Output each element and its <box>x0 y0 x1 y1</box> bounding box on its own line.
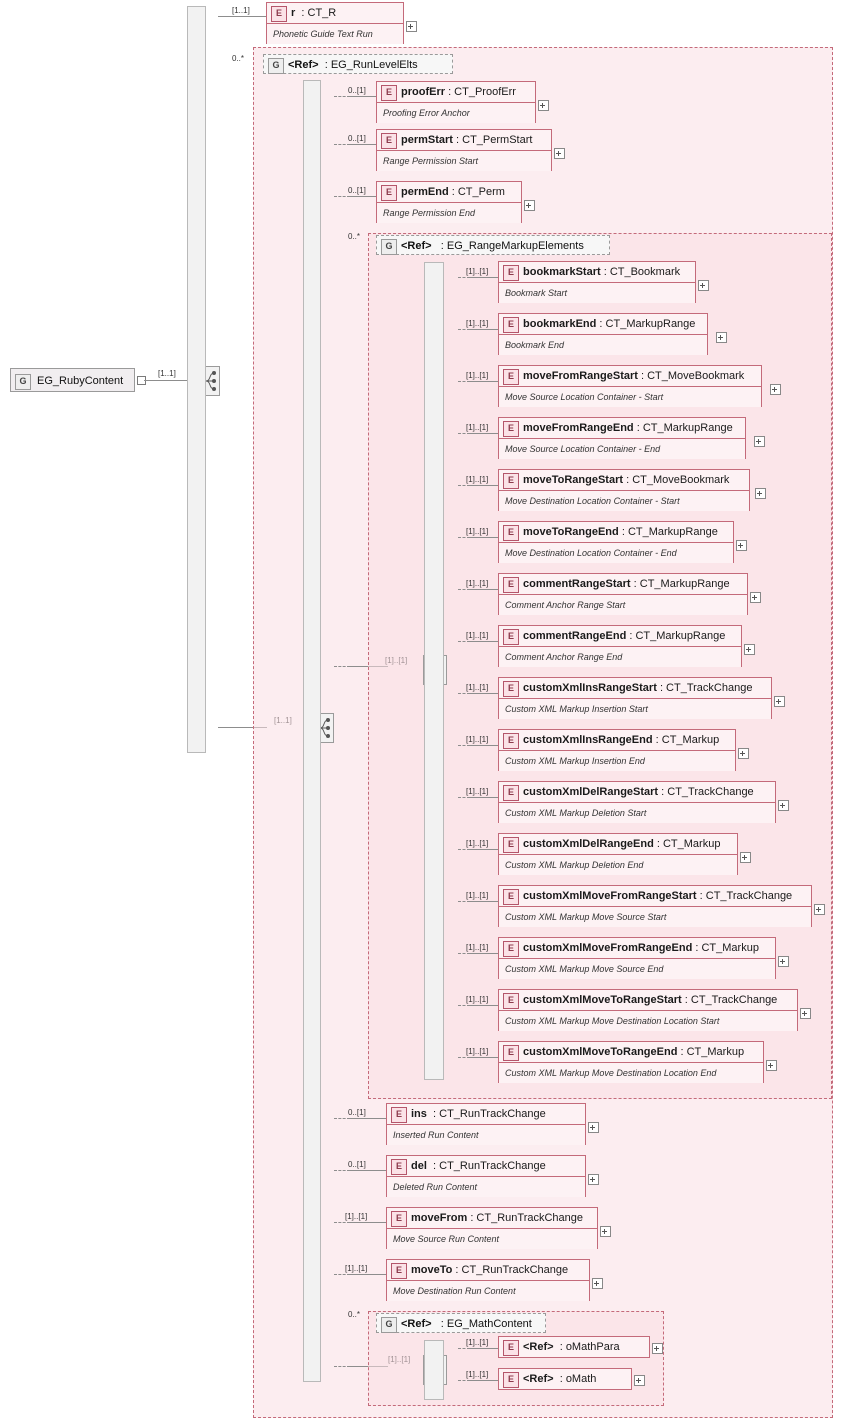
connector <box>458 1005 470 1006</box>
cardinality-customXmlMoveFromRangeEnd: [1]..[1] <box>466 943 489 952</box>
connector <box>470 693 498 694</box>
root-rail <box>187 6 206 753</box>
expander-commentRangeStart[interactable] <box>750 592 761 603</box>
element-commentRangeStart-desc: Comment Anchor Range Start <box>499 594 747 615</box>
element-icon: E <box>503 785 519 801</box>
cardinality-oMathPara: [1]..[1] <box>466 1338 489 1347</box>
connector <box>334 666 350 667</box>
connector <box>458 693 470 694</box>
connector <box>470 849 498 850</box>
element-customXmlDelRangeStart[interactable] <box>498 781 776 823</box>
element-del[interactable] <box>386 1155 586 1197</box>
element-bookmarkStart[interactable] <box>498 261 696 303</box>
element-icon: E <box>503 265 519 281</box>
connector <box>350 144 376 145</box>
element-icon: E <box>391 1107 407 1123</box>
math-rail <box>424 1340 444 1400</box>
connector <box>350 196 376 197</box>
connector <box>350 1222 386 1223</box>
cardinality-customXmlMoveToRangeStart: [1]..[1] <box>466 995 489 1004</box>
element-moveToRangeStart[interactable] <box>498 469 750 511</box>
connector <box>470 537 498 538</box>
element-commentRangeStart-name: commentRangeStart <box>523 578 631 590</box>
cardinality-oMath: [1]..[1] <box>466 1370 489 1379</box>
element-icon: E <box>381 85 397 101</box>
element-moveTo[interactable] <box>386 1259 590 1301</box>
element-moveToRangeStart-name: moveToRangeStart <box>523 474 624 486</box>
connector <box>458 641 470 642</box>
connector <box>458 1348 470 1349</box>
cardinality-permEnd: 0..[1] <box>348 186 366 195</box>
element-commentRangeEnd-type: : CT_MarkupRange <box>629 630 726 642</box>
group-ref-type: : EG_MathContent <box>440 1318 532 1330</box>
connector <box>470 485 498 486</box>
element-commentRangeStart[interactable] <box>498 573 748 615</box>
element-moveToRangeStart-type: : CT_MoveBookmark <box>626 474 730 486</box>
group-ref-label: <Ref> <box>401 1318 432 1330</box>
element-del-type: : CT_RunTrackChange <box>433 1160 546 1172</box>
element-customXmlMoveFromRangeEnd-type: : CT_Markup <box>695 942 759 954</box>
connector <box>458 485 470 486</box>
connector <box>350 1118 386 1119</box>
element-icon: E <box>503 993 519 1009</box>
expander-ins[interactable] <box>588 1122 599 1133</box>
element-customXmlInsRangeEnd[interactable] <box>498 729 736 771</box>
element-moveFrom-type: : CT_RunTrackChange <box>470 1212 584 1224</box>
connector <box>350 96 376 97</box>
cardinality-moveToRangeEnd: [1]..[1] <box>466 527 489 536</box>
element-customXmlDelRangeEnd-type: : CT_Markup <box>656 838 721 850</box>
element-customXmlMoveToRangeEnd[interactable] <box>498 1041 764 1083</box>
element-moveToRangeEnd[interactable] <box>498 521 734 563</box>
expander-moveToRangeStart[interactable] <box>755 488 766 499</box>
element-bookmarkStart-name: bookmarkStart <box>523 266 601 278</box>
cardinality-customXmlInsRangeStart: [1]..[1] <box>466 683 489 692</box>
connector <box>334 1118 350 1119</box>
element-moveTo-name: moveTo <box>411 1264 453 1276</box>
element-customXmlMoveFromRangeEnd-name: customXmlMoveFromRangeEnd <box>523 942 693 954</box>
cardinality-proofErr: 0..[1] <box>348 86 366 95</box>
element-icon: E <box>381 185 397 201</box>
expander-r[interactable] <box>406 21 417 32</box>
connector <box>458 745 470 746</box>
connector <box>334 1222 350 1223</box>
element-customXmlInsRangeStart[interactable] <box>498 677 772 719</box>
element-customXmlDelRangeEnd[interactable] <box>498 833 738 875</box>
cardinality-permStart: 0..[1] <box>348 134 366 143</box>
element-bookmarkStart-type: : CT_Bookmark <box>603 266 681 278</box>
expander-customXmlDelRangeStart[interactable] <box>778 800 789 811</box>
expander-moveFromRangeEnd[interactable] <box>754 436 765 447</box>
element-icon: E <box>381 133 397 149</box>
expander-permEnd[interactable] <box>524 200 535 211</box>
cardinality-customXmlDelRangeStart: [1]..[1] <box>466 787 489 796</box>
element-permStart-desc: Range Permission Start <box>377 150 551 171</box>
cardinality-runlevel: 0..* <box>232 54 245 63</box>
cardinality-ins: 0..[1] <box>348 1108 366 1117</box>
expander-customXmlMoveToRangeStart[interactable] <box>800 1008 811 1019</box>
element-r-title <box>267 3 403 23</box>
element-proofErr-type: : CT_ProofErr <box>448 86 516 98</box>
element-r[interactable] <box>266 2 404 44</box>
element-ins-desc: Inserted Run Content <box>387 1124 585 1145</box>
connector <box>458 849 470 850</box>
element-customXmlMoveToRangeStart-desc: Custom XML Markup Move Destination Location Start <box>499 1010 797 1031</box>
expander-permStart[interactable] <box>554 148 565 159</box>
expander-moveToRangeEnd[interactable] <box>736 540 747 551</box>
connector <box>218 16 266 17</box>
element-r-type: : CT_R <box>301 7 337 19</box>
connector <box>350 1274 386 1275</box>
element-permEnd-desc: Range Permission End <box>377 202 521 223</box>
element-r-name: r <box>291 7 296 19</box>
element-icon: E <box>503 629 519 645</box>
connector <box>458 433 470 434</box>
element-moveFromRangeStart[interactable] <box>498 365 762 407</box>
element-icon: E <box>503 1340 519 1356</box>
element-moveFromRangeEnd-desc: Move Source Location Container - End <box>499 438 745 459</box>
element-icon: E <box>503 837 519 853</box>
connector <box>470 901 498 902</box>
element-icon: E <box>503 317 519 333</box>
element-customXmlMoveToRangeStart-name: customXmlMoveToRangeStart <box>523 994 682 1006</box>
element-oMathPara[interactable] <box>498 1336 650 1358</box>
cardinality-moveFromRangeStart: [1]..[1] <box>466 371 489 380</box>
cardinality-customXmlInsRangeEnd: [1]..[1] <box>466 735 489 744</box>
cardinality-commentRangeStart: [1]..[1] <box>466 579 489 588</box>
cardinality-math: 0..* <box>348 1310 361 1319</box>
element-moveToRangeEnd-desc: Move Destination Location Container - End <box>499 542 733 563</box>
element-customXmlDelRangeStart-name: customXmlDelRangeStart <box>523 786 659 798</box>
expander-bookmarkStart[interactable] <box>698 280 709 291</box>
connector <box>458 901 470 902</box>
group-ref-type: : EG_RunLevelElts <box>324 59 418 71</box>
connector <box>350 1170 386 1171</box>
expander-customXmlInsRangeEnd[interactable] <box>738 748 749 759</box>
element-icon: E <box>503 421 519 437</box>
group-icon: G <box>15 374 31 390</box>
cardinality-moveFrom: [1]..[1] <box>345 1212 368 1221</box>
element-icon: E <box>503 473 519 489</box>
element-icon: E <box>503 941 519 957</box>
element-customXmlDelRangeStart-type: : CT_TrackChange <box>661 786 754 798</box>
element-customXmlInsRangeEnd-name: customXmlInsRangeEnd <box>523 734 653 746</box>
connector <box>470 329 498 330</box>
connector <box>470 745 498 746</box>
element-moveToRangeStart-desc: Move Destination Location Container - Start <box>499 490 749 511</box>
element-bookmarkEnd-desc: Bookmark End <box>499 334 707 355</box>
runlevel-rail <box>303 80 321 1382</box>
element-proofErr-name: proofErr <box>401 86 445 98</box>
element-moveTo-desc: Move Destination Run Content <box>387 1280 589 1301</box>
group-icon: G <box>268 58 284 74</box>
element-icon: E <box>503 525 519 541</box>
cardinality-del: 0..[1] <box>348 1160 366 1169</box>
cardinality-customXmlMoveToRangeEnd: [1]..[1] <box>466 1047 489 1056</box>
element-proofErr[interactable] <box>376 81 536 123</box>
cardinality-bookmarkStart: [1]..[1] <box>466 267 489 276</box>
group-ref-type: : EG_RangeMarkupElements <box>440 240 584 252</box>
element-icon: E <box>503 889 519 905</box>
connector <box>458 1380 470 1381</box>
element-customXmlInsRangeEnd-desc: Custom XML Markup Insertion End <box>499 750 735 771</box>
element-bookmarkStart-desc: Bookmark Start <box>499 282 695 303</box>
expander-customXmlMoveToRangeEnd[interactable] <box>766 1060 777 1071</box>
connector <box>334 1274 350 1275</box>
cardinality-moveToRangeStart: [1]..[1] <box>466 475 489 484</box>
connector <box>334 196 350 197</box>
element-r-desc: Phonetic Guide Text Run <box>267 23 403 44</box>
element-customXmlMoveToRangeStart-type: : CT_TrackChange <box>684 994 778 1006</box>
element-permStart[interactable] <box>376 129 552 171</box>
element-ins-name: ins <box>411 1108 427 1120</box>
element-permStart-type: : CT_PermStart <box>456 134 533 146</box>
element-icon: E <box>391 1263 407 1279</box>
element-customXmlMoveFromRangeStart-type: : CT_TrackChange <box>699 890 793 902</box>
element-customXmlInsRangeStart-desc: Custom XML Markup Insertion Start <box>499 698 771 719</box>
connector <box>334 1366 350 1367</box>
connector <box>334 144 350 145</box>
element-oMathPara-type: : oMathPara <box>559 1341 620 1353</box>
element-customXmlInsRangeEnd-type: : CT_Markup <box>655 734 720 746</box>
connector <box>458 953 470 954</box>
connector <box>458 277 470 278</box>
connector <box>458 381 470 382</box>
connector <box>334 96 350 97</box>
group-ref-label: <Ref> <box>288 59 319 71</box>
expander-oMathPara[interactable] <box>652 1343 663 1354</box>
connector <box>470 1005 498 1006</box>
root-group-EG_RubyContent[interactable] <box>10 368 135 392</box>
cardinality-moveFromRangeEnd: [1]..[1] <box>466 423 489 432</box>
element-customXmlDelRangeStart-desc: Custom XML Markup Deletion Start <box>499 802 775 823</box>
expander-moveFromRangeStart[interactable] <box>770 384 781 395</box>
connector <box>470 277 498 278</box>
element-moveFrom-name: moveFrom <box>411 1212 468 1224</box>
element-customXmlMoveFromRangeStart-desc: Custom XML Markup Move Source Start <box>499 906 811 927</box>
element-ins[interactable] <box>386 1103 586 1145</box>
element-customXmlMoveToRangeEnd-type: : CT_Markup <box>680 1046 745 1058</box>
expander-moveFrom[interactable] <box>600 1226 611 1237</box>
element-customXmlInsRangeStart-type: : CT_TrackChange <box>659 682 753 694</box>
element-customXmlMoveToRangeEnd-desc: Custom XML Markup Move Destination Location End <box>499 1062 763 1083</box>
element-customXmlMoveToRangeEnd-name: customXmlMoveToRangeEnd <box>523 1046 678 1058</box>
element-del-name: del <box>411 1160 427 1172</box>
connector <box>470 1057 498 1058</box>
connector <box>470 433 498 434</box>
connector <box>470 1348 498 1349</box>
group-icon: G <box>381 1317 397 1333</box>
connector <box>470 381 498 382</box>
connector <box>470 1380 498 1381</box>
element-icon: E <box>503 681 519 697</box>
expander-customXmlInsRangeStart[interactable] <box>774 696 785 707</box>
cardinality-customXmlMoveFromRangeStart: [1]..[1] <box>466 891 489 900</box>
element-ins-type: : CT_RunTrackChange <box>433 1108 546 1120</box>
element-icon: E <box>503 1045 519 1061</box>
element-permEnd-type: : CT_Perm <box>451 186 505 198</box>
group-header-EG_RangeMarkupElements[interactable] <box>376 235 610 255</box>
group-icon: G <box>381 239 397 255</box>
element-customXmlMoveFromRangeEnd-desc: Custom XML Markup Move Source End <box>499 958 775 979</box>
element-moveToRangeEnd-type: : CT_MarkupRange <box>621 526 718 538</box>
element-icon: E <box>503 1372 519 1388</box>
connector <box>470 953 498 954</box>
element-commentRangeStart-type: : CT_MarkupRange <box>633 578 730 590</box>
element-customXmlMoveFromRangeStart-name: customXmlMoveFromRangeStart <box>523 890 697 902</box>
rangemarkup-rail <box>424 262 444 1080</box>
cardinality-moveTo: [1]..[1] <box>345 1264 368 1273</box>
expander-moveTo[interactable] <box>592 1278 603 1289</box>
connector <box>458 537 470 538</box>
cardinality-commentRangeEnd: [1]..[1] <box>466 631 489 640</box>
element-moveFrom-desc: Move Source Run Content <box>387 1228 597 1249</box>
cardinality-customXmlDelRangeEnd: [1]..[1] <box>466 839 489 848</box>
element-moveToRangeEnd-name: moveToRangeEnd <box>523 526 619 538</box>
element-icon: E <box>391 1159 407 1175</box>
connector <box>470 589 498 590</box>
expander-oMath[interactable] <box>634 1375 645 1386</box>
element-oMathPara-name: <Ref> <box>523 1341 554 1353</box>
element-customXmlDelRangeEnd-desc: Custom XML Markup Deletion End <box>499 854 737 875</box>
cardinality-rangemarkup: 0..* <box>348 232 361 241</box>
root-label: EG_RubyContent <box>37 375 124 387</box>
element-commentRangeEnd[interactable] <box>498 625 742 667</box>
element-permEnd-name: permEnd <box>401 186 449 198</box>
element-permStart-name: permStart <box>401 134 453 146</box>
expander-proofErr[interactable] <box>538 100 549 111</box>
element-moveFromRangeEnd-name: moveFromRangeEnd <box>523 422 634 434</box>
element-customXmlMoveFromRangeStart[interactable] <box>498 885 812 927</box>
expander-commentRangeEnd[interactable] <box>744 644 755 655</box>
element-commentRangeEnd-name: commentRangeEnd <box>523 630 627 642</box>
element-oMath-type: : oMath <box>559 1373 597 1385</box>
element-proofErr-desc: Proofing Error Anchor <box>377 102 535 123</box>
expander-customXmlMoveFromRangeStart[interactable] <box>814 904 825 915</box>
element-moveFromRangeStart-desc: Move Source Location Container - Start <box>499 386 761 407</box>
element-icon: E <box>503 733 519 749</box>
connector <box>470 797 498 798</box>
element-bookmarkEnd-name: bookmarkEnd <box>523 318 597 330</box>
element-oMath[interactable] <box>498 1368 632 1390</box>
element-customXmlMoveToRangeStart[interactable] <box>498 989 798 1031</box>
group-header-EG_RunLevelElts[interactable] <box>263 54 453 74</box>
element-moveFromRangeEnd-type: : CT_MarkupRange <box>636 422 733 434</box>
cardinality-root: [1..1] <box>158 369 176 378</box>
element-icon: E <box>503 577 519 593</box>
expander-customXmlDelRangeEnd[interactable] <box>740 852 751 863</box>
element-customXmlMoveFromRangeEnd[interactable] <box>498 937 776 979</box>
element-commentRangeEnd-desc: Comment Anchor Range End <box>499 646 741 667</box>
element-icon: E <box>391 1211 407 1227</box>
element-bookmarkEnd[interactable] <box>498 313 708 355</box>
cardinality-r: [1..1] <box>232 6 250 15</box>
element-moveFromRangeStart-name: moveFromRangeStart <box>523 370 638 382</box>
element-oMath-name: <Ref> <box>523 1373 554 1385</box>
connector <box>458 797 470 798</box>
connector <box>458 589 470 590</box>
cardinality-bookmarkEnd: [1]..[1] <box>466 319 489 328</box>
element-moveFromRangeEnd[interactable] <box>498 417 746 459</box>
group-header-EG_MathContent[interactable] <box>376 1313 546 1333</box>
element-customXmlDelRangeEnd-name: customXmlDelRangeEnd <box>523 838 654 850</box>
element-moveFrom[interactable] <box>386 1207 598 1249</box>
connector <box>334 1170 350 1171</box>
element-customXmlInsRangeStart-name: customXmlInsRangeStart <box>523 682 657 694</box>
element-moveFromRangeStart-type: : CT_MoveBookmark <box>640 370 745 382</box>
element-moveTo-type: : CT_RunTrackChange <box>455 1264 569 1276</box>
element-del-desc: Deleted Run Content <box>387 1176 585 1197</box>
group-ref-label: <Ref> <box>401 240 432 252</box>
expander-customXmlMoveFromRangeEnd[interactable] <box>778 956 789 967</box>
expander-bookmarkEnd[interactable] <box>716 332 727 343</box>
connector <box>458 329 470 330</box>
expander-del[interactable] <box>588 1174 599 1185</box>
connector <box>470 641 498 642</box>
element-bookmarkEnd-type: : CT_MarkupRange <box>599 318 696 330</box>
element-permEnd[interactable] <box>376 181 522 223</box>
element-icon: E <box>503 369 519 385</box>
element-icon: E <box>271 6 287 22</box>
connector <box>458 1057 470 1058</box>
